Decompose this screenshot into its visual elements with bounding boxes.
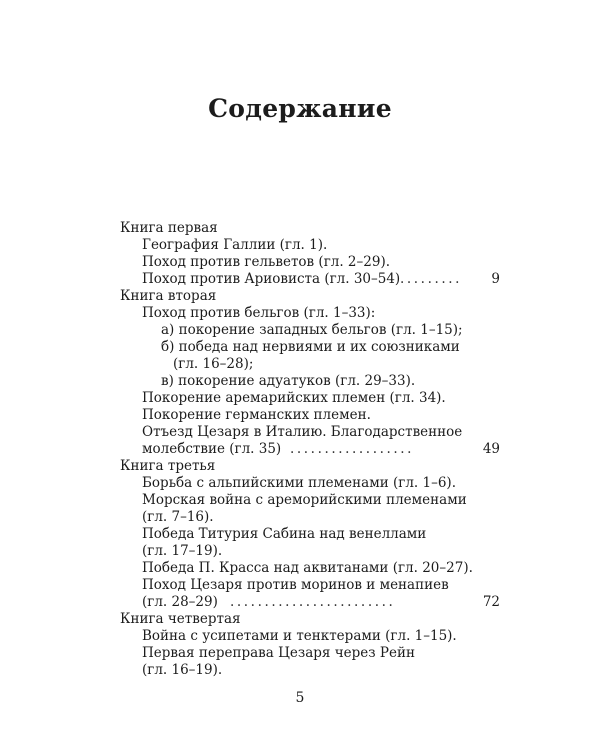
toc-entry: Покорение аремарийских племен (гл. 34). — [142, 390, 446, 406]
toc-book-heading: Книга вторая — [120, 288, 217, 304]
toc-entry-text: молебствие (гл. 35) — [142, 441, 282, 457]
toc-leader-dots: ........................ — [230, 594, 396, 610]
toc-entry: (гл. 17–19). — [142, 543, 223, 559]
toc-entry: Война с усипетами и тенктерами (гл. 1–15). — [142, 628, 457, 644]
toc-entry: Первая переправа Цезаря через Рейн — [142, 645, 415, 661]
toc-entry: в) покорение адуатуков (гл. 29–33). — [161, 373, 416, 389]
toc-book-heading: Книга первая — [120, 220, 218, 236]
toc-entry: а) покорение западных бельгов (гл. 1–15); — [161, 322, 463, 338]
toc-entry: Победа П. Красса над аквитанами (гл. 20–27). — [142, 560, 473, 576]
toc-entry: (гл. 16–19). — [142, 662, 223, 678]
toc-entry: Поход Цезаря против моринов и менапиев — [142, 577, 449, 593]
toc-entry: Победа Титурия Сабина над венеллами — [142, 526, 427, 542]
toc-entry — [120, 594, 500, 611]
toc-page-number: 72 — [482, 594, 500, 610]
toc-entry: (гл. 16–28); — [173, 356, 254, 372]
toc-entry: Отъезд Цезаря в Италию. Благодарственное — [142, 424, 463, 440]
page-title: Содержание — [208, 94, 392, 123]
toc-entry: Поход против бельгов (гл. 1–33): — [142, 305, 376, 321]
toc-entry-text: (гл. 28–29) — [142, 594, 218, 610]
toc-leader-dots: .................. — [290, 441, 415, 457]
toc-entry-text: Поход против Ариовиста (гл. 30–54) — [142, 271, 401, 287]
page-number: 5 — [295, 690, 305, 706]
toc-leader-dots: ......... — [400, 271, 463, 287]
toc-entry: (гл. 7–16). — [142, 509, 214, 525]
toc-entry: б) победа над нервиями и их союзниками — [161, 339, 460, 355]
toc-page-number: 49 — [482, 441, 500, 457]
table-of-contents — [120, 220, 500, 679]
toc-entry: География Галлии (гл. 1). — [142, 237, 328, 253]
toc-book-heading: Книга третья — [120, 458, 216, 474]
toc-entry — [120, 441, 500, 458]
toc-entry — [120, 271, 500, 288]
toc-entry: Покорение германских племен. — [142, 407, 371, 423]
toc-entry: Борьба с альпийскими племенами (гл. 1–6). — [142, 475, 456, 491]
toc-page-number: 9 — [491, 271, 500, 287]
toc-book-heading: Книга четвертая — [120, 611, 241, 627]
toc-entry: Морская война с ареморийскими племенами — [142, 492, 467, 508]
toc-entry: Поход против гельветов (гл. 2–29). — [142, 254, 391, 270]
